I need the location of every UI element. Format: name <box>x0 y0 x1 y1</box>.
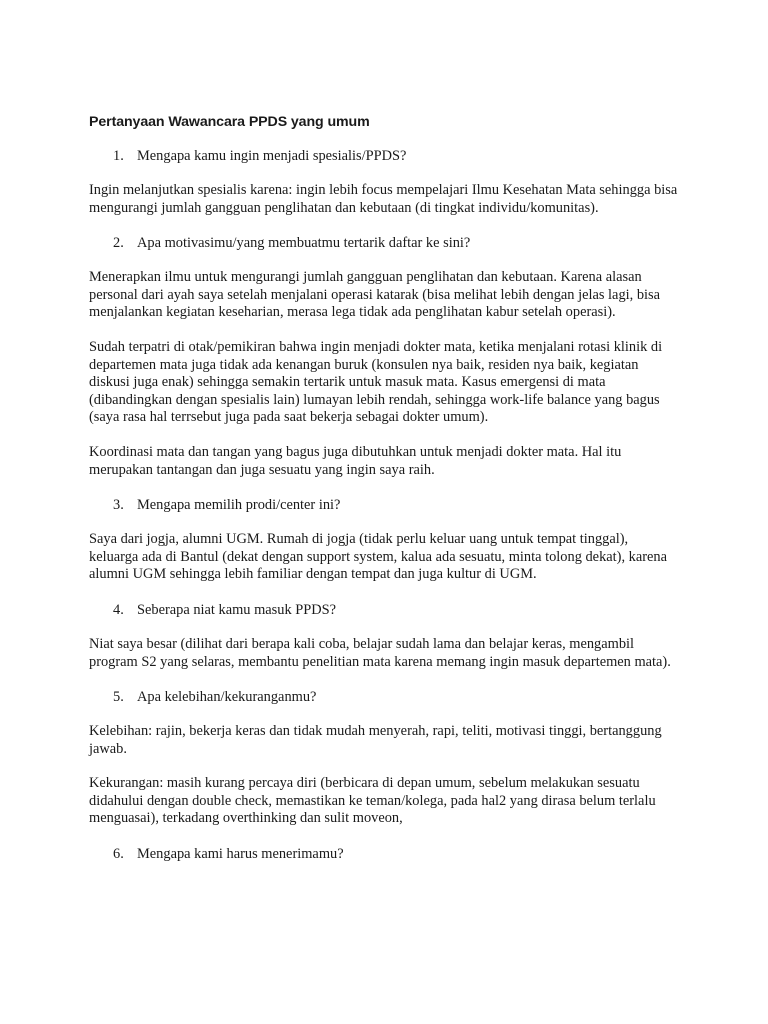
answer-paragraph: Kelebihan: rajin, bekerja keras dan tidak mudah menyerah, rapi, teliti, motivasi tinggi, bertanggung jawab. <box>89 723 662 757</box>
answer-paragraph: Kekurangan: masih kurang percaya diri (berbicara di depan umum, sebelum melakukan sesuatu didahului dengan double check, memastikan ke teman/kolega, pada hal2 yang dirasa belum terlalu menguasai), terkadang overthinking dan sulit moveon, <box>89 775 656 827</box>
question-number: 2. <box>113 235 124 252</box>
question-5 <box>89 688 688 706</box>
question-number: 3. <box>113 497 124 514</box>
question-4 <box>89 601 688 619</box>
document-title: Pertanyaan Wawancara PPDS yang umum <box>89 114 370 130</box>
question-1 <box>89 147 688 165</box>
question-text: Apa motivasimu/yang membuatmu tertarik daftar ke sini? <box>137 235 471 252</box>
answer-paragraph: Sudah terpatri di otak/pemikiran bahwa ingin menjadi dokter mata, ketika menjalani rotasi klinik di departemen mata juga tidak ada kenangan buruk (konsulen nya baik, residen nya baik, kegiatan diskusi juga enak) sehingga semakin tertarik untuk masuk mata. Kasus emergensi di mata (dibandingkan dengan spesialis lain) lumayan lebih rendah, sehingga work-life balance yang bagus (saya rasa hal terrsebut juga pada saat bekerja sebagai dokter umum). <box>89 338 663 426</box>
question-text: Seberapa niat kamu masuk PPDS? <box>137 601 337 618</box>
question-number: 4. <box>113 601 124 618</box>
question-text: Apa kelebihan/kekuranganmu? <box>137 689 317 706</box>
answer-paragraph: Koordinasi mata dan tangan yang bagus juga dibutuhkan untuk menjadi dokter mata. Hal itu merupakan tantangan dan juga sesuatu yang ingin saya raih. <box>89 443 622 478</box>
question-text: Mengapa kami harus menerimamu? <box>137 846 344 863</box>
question-number: 6. <box>113 846 124 863</box>
question-number: 5. <box>113 689 124 706</box>
question-6 <box>89 845 688 863</box>
question-3 <box>89 496 688 514</box>
question-text: Mengapa memilih prodi/center ini? <box>137 497 341 514</box>
answer-paragraph: Ingin melanjutkan spesialis karena: ingin lebih focus mempelajari Ilmu Kesehatan Mata sehingga bisa mengurangi jumlah gangguan penglihatan dan kebutaan (di tingkat individu/komunitas). <box>89 182 678 216</box>
question-text: Mengapa kamu ingin menjadi spesialis/PPDS? <box>137 148 407 164</box>
answer-paragraph: Niat saya besar (dilihat dari berapa kali coba, belajar sudah lama dan belajar keras, mengambil program S2 yang selaras, membantu penelitian mata karena memang ingin masuk departemen mata). <box>89 635 671 670</box>
question-2 <box>89 234 688 252</box>
question-number: 1. <box>113 148 124 164</box>
answer-paragraph: Menerapkan ilmu untuk mengurangi jumlah gangguan penglihatan dan kebutaan. Karena alasan personal dari ayah saya setelah menjalani operasi katarak (bisa melihat lebih dengan jelas lagi, bisa menjalankan kegiatan keseharian, merasa lega tidak ada penglihatan kabur setelah operasi). <box>89 269 661 321</box>
answer-paragraph: Saya dari jogja, alumni UGM. Rumah di jogja (tidak perlu keluar uang untuk tempat tinggal), keluarga ada di Bantul (dekat dengan support system, kalua ada sesuatu, minta tolong dekat), karena alumni UGM sehingga lebih familiar dengan tempat dan juga kultur di UGM. <box>89 531 667 583</box>
